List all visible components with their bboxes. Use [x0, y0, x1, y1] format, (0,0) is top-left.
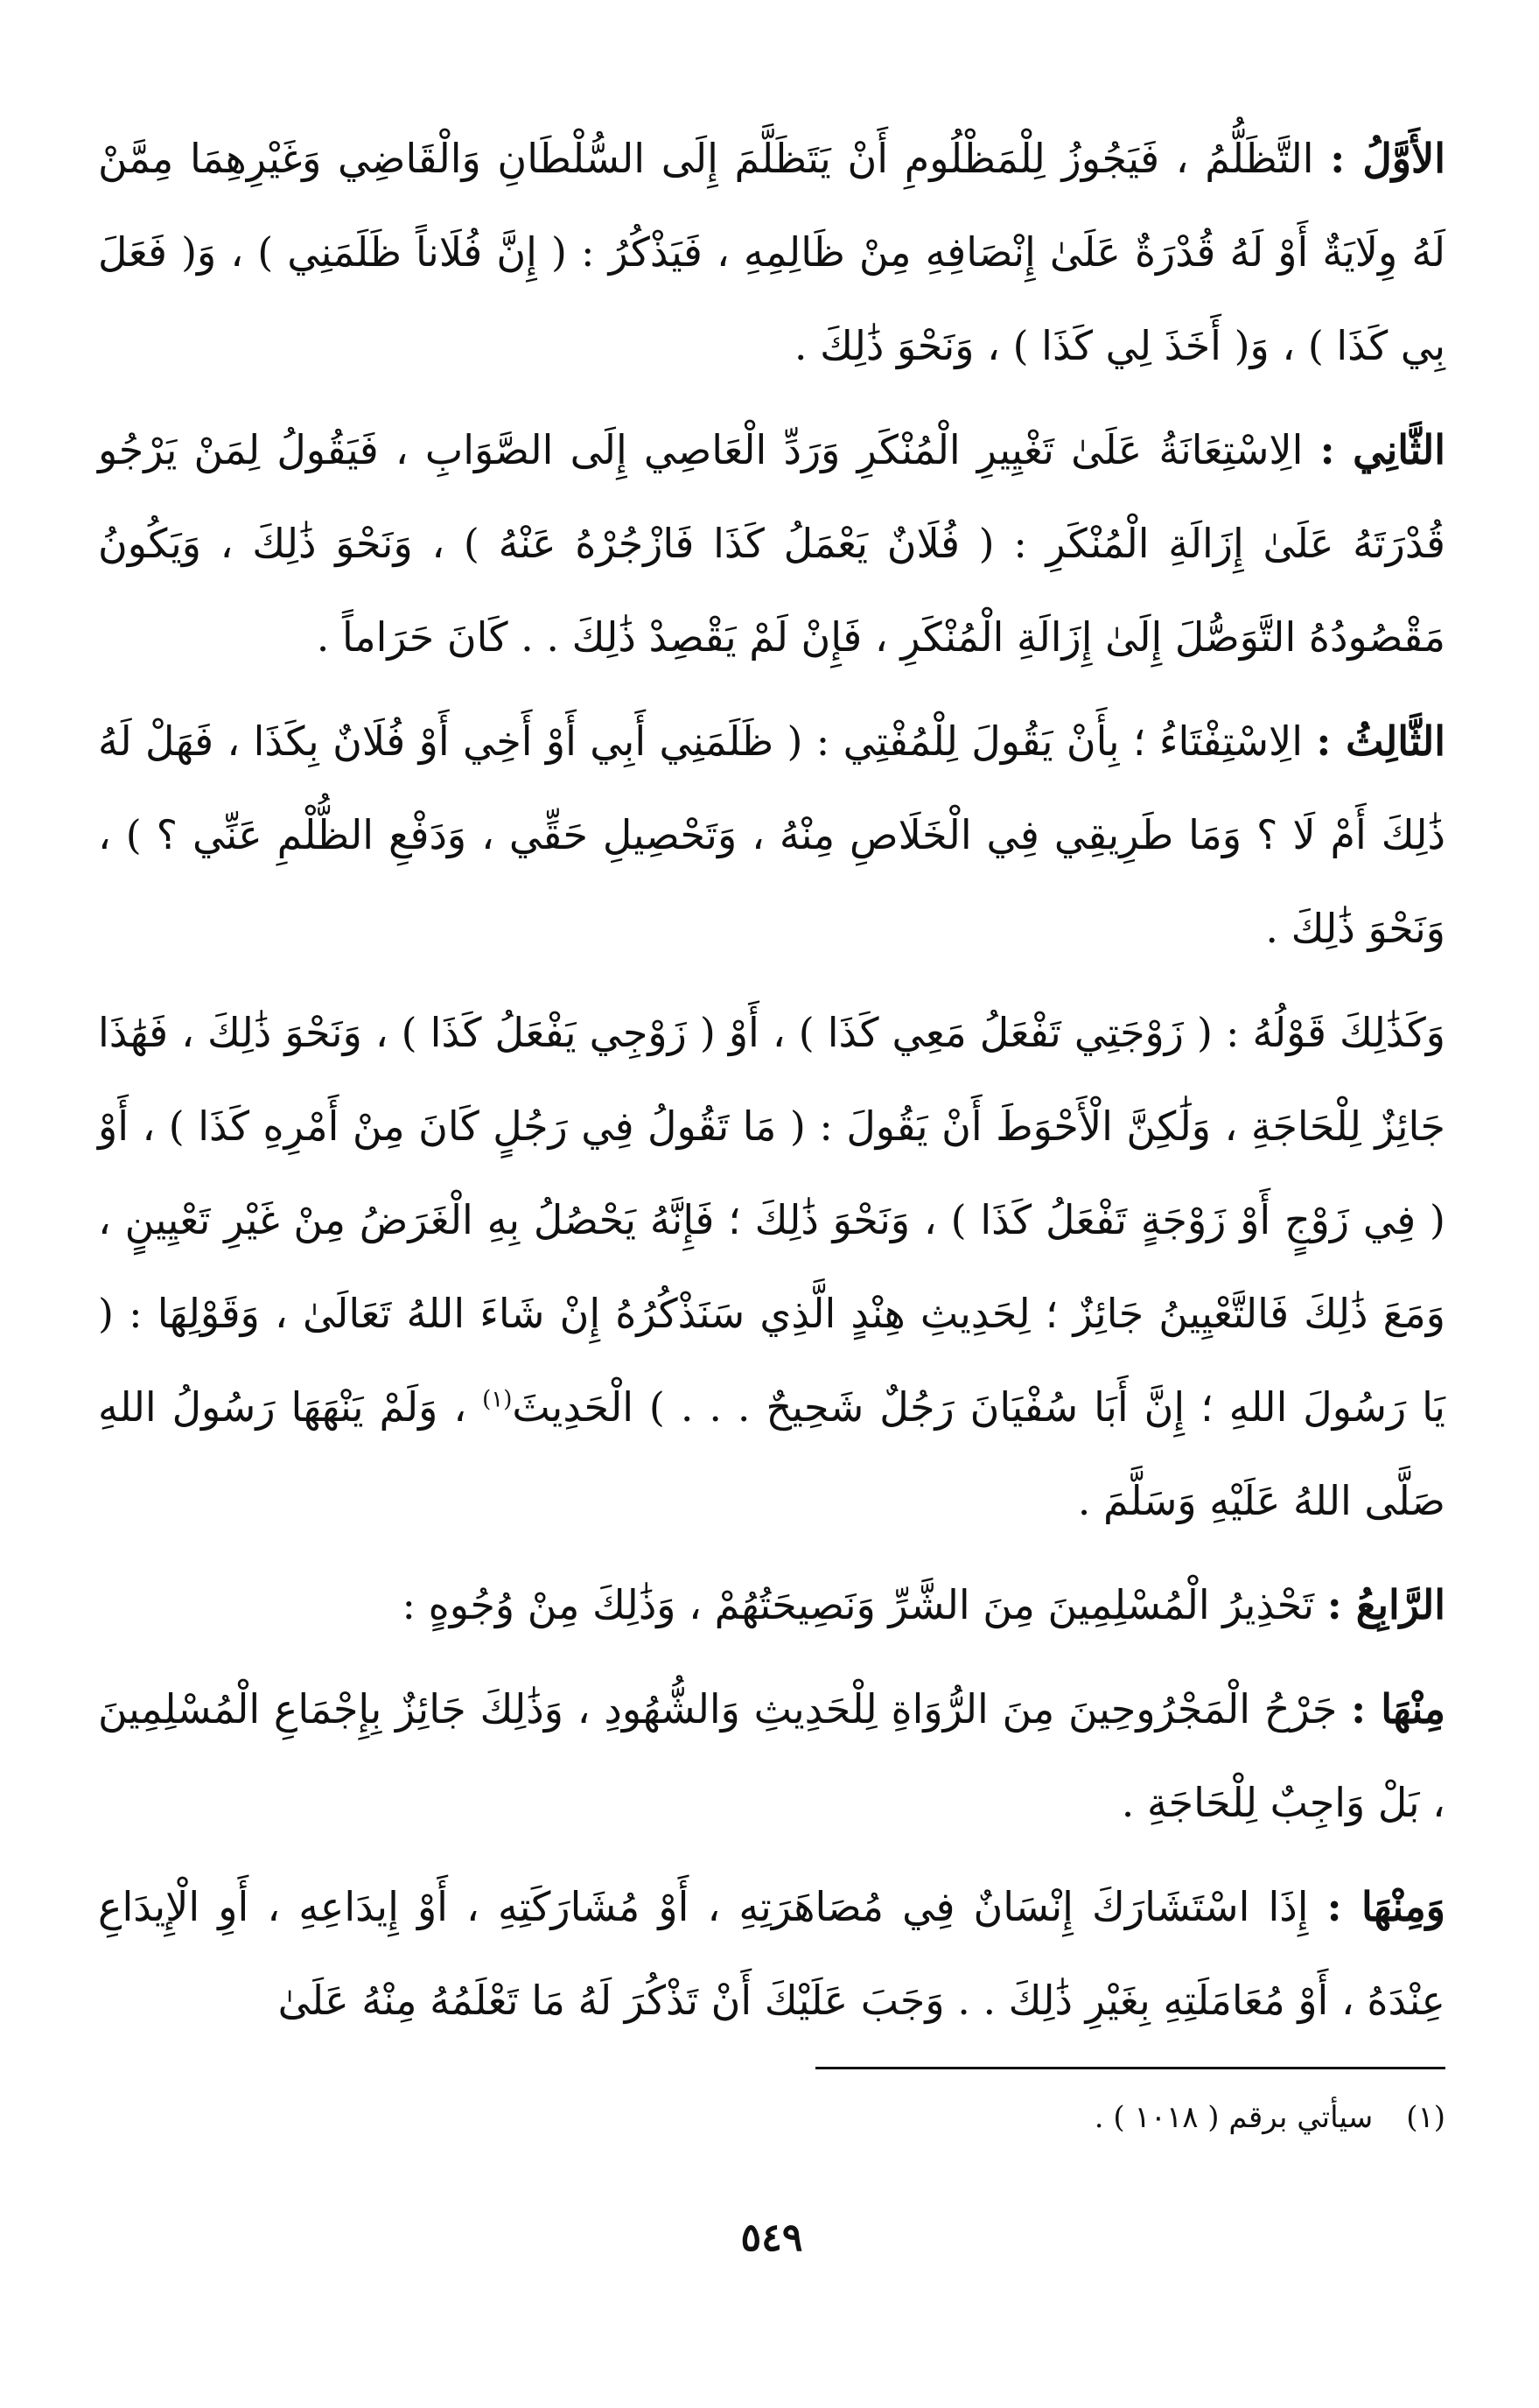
paragraph-seventh [98, 1860, 1445, 2048]
paragraph-text: جَرْحُ الْمَجْرُوحِينَ مِنَ الرُّوَاةِ لِلْحَدِيثِ وَالشُّهُودِ ، وَذَٰلِكَ جَائِزٌ بِإِجْمَاعِ الْمُسْلِمِينَ ، بَلْ وَاجِبٌ لِلْحَاجَةِ . [98, 1685, 1445, 1826]
paragraph-second [98, 403, 1445, 684]
paragraph-text: التَّظَلُّمُ ، فَيَجُوزُ لِلْمَظْلُومِ أَنْ يَتَظَلَّمَ إِلَى السُّلْطَانِ وَالْقَاضِي وَغَيْرِهِمَا مِمَّنْ لَهُ وِلَايَةٌ أَوْ لَهُ قُدْرَةٌ عَلَىٰ إِنْصَافِهِ مِنْ ظَالِمِهِ ، فَيَذْكُرُ : ( إِنَّ فُلَاناً ظَلَمَنِي ) ، وَ( فَعَلَ بِي كَذَا ) ، وَ( أَخَذَ لِي كَذَا ) ، وَنَحْوَ ذَٰلِكَ . [98, 135, 1445, 369]
footnote-reference[interactable]: (١) [482, 1386, 513, 1413]
paragraph-text-after: ، وَلَمْ يَنْهَهَا رَسُولُ اللهِ صَلَّى اللهُ عَلَيْهِ وَسَلَّمَ . [98, 1383, 1445, 1524]
paragraph-lead: وَمِنْهَا : [1326, 1883, 1445, 1930]
paragraph-text: الِاسْتِعَانَةُ عَلَىٰ تَغْيِيرِ الْمُنْكَرِ وَرَدِّ الْعَاصِي إِلَى الصَّوَابِ ، فَيَقُولُ لِمَنْ يَرْجُو قُدْرَتَهُ عَلَىٰ إِزَالَةِ الْمُنْكَرِ : ( فُلَانٌ يَعْمَلُ كَذَا فَازْجُرْهُ عَنْهُ ) ، وَنَحْوَ ذَٰلِكَ ، وَيَكُونُ مَقْصُودُهُ التَّوَصُّلَ إِلَىٰ إِزَالَةِ الْمُنْكَرِ ، فَإِنْ لَمْ يَقْصِدْ ذَٰلِكَ . . كَانَ حَرَاماً . [98, 426, 1445, 661]
page-number: ٥٤٩ [740, 2216, 803, 2260]
footnote [98, 2091, 1445, 2144]
paragraph-sixth [98, 1662, 1445, 1850]
paragraph-text: تَحْذِيرُ الْمُسْلِمِينَ مِنَ الشَّرِّ وَنَصِيحَتُهُمْ ، وَذَٰلِكَ مِنْ وُجُوهٍ : [402, 1581, 1327, 1628]
paragraph-text: الِاسْتِفْتَاءُ ؛ بِأَنْ يَقُولَ لِلْمُفْتِي : ( ظَلَمَنِي أَبِي أَوْ أَخِي أَوْ فُلَانٌ بِكَذَا ، فَهَلْ لَهُ ذَٰلِكَ أَمْ لَا ؟ وَمَا طَرِيقِي فِي الْخَلَاصِ مِنْهُ ، وَتَحْصِيلِ حَقِّي ، وَدَفْعِ الظُّلْمِ عَنِّي ؟ ) ، وَنَحْوَ ذَٰلِكَ . [98, 718, 1445, 952]
paragraph-third [98, 695, 1445, 976]
footnote-divider [815, 2067, 1445, 2069]
paragraph-text: وَكَذَٰلِكَ قَوْلُهُ : ( زَوْجَتِي تَفْعَلُ مَعِي كَذَا ) ، أَوْ ( زَوْجِي يَفْعَلُ كَذَا ) ، وَنَحْوَ ذَٰلِكَ ، فَهَٰذَا جَائِزٌ لِلْحَاجَةِ ، وَلَٰكِنَّ الْأَحْوَطَ أَنْ يَقُولَ : ( مَا تَقُولُ فِي رَجُلٍ كَانَ مِنْ أَمْرِهِ كَذَا ) ، أَوْ ( فِي زَوْجٍ أَوْ زَوْجَةٍ تَفْعَلُ كَذَا ) ، وَنَحْوَ ذَٰلِكَ ؛ فَإِنَّهُ يَحْصُلُ بِهِ الْغَرَضُ مِنْ غَيْرِ تَعْيِينٍ ، وَمَعَ ذَٰلِكَ فَالتَّعْيِينُ جَائِزٌ ؛ لِحَدِيثِ هِنْدٍ الَّذِي سَنَذْكُرُهُ إِنْ شَاءَ اللهُ تَعَالَىٰ ، وَقَوْلِهَا : ( يَا رَسُولَ اللهِ ؛ إِنَّ أَبَا سُفْيَانَ رَجُلٌ شَحِيحٌ . . . ) الْحَدِيثَ [98, 1009, 1445, 1431]
paragraph-lead: مِنْهَا : [1351, 1685, 1446, 1732]
footnote-text: سيأتي برقم ( ١٠١٨ ) . [1094, 2100, 1374, 2135]
paragraph-fourth [98, 986, 1445, 1548]
paragraph-lead: الأَوَّلُ : [1330, 135, 1445, 182]
paragraph-lead: الثَّانِي : [1319, 426, 1445, 473]
paragraph-first [98, 112, 1445, 393]
paragraph-lead: الرَّابِعُ : [1326, 1581, 1445, 1628]
paragraph-text: إِذَا اسْتَشَارَكَ إِنْسَانٌ فِي مُصَاهَرَتِهِ ، أَوْ مُشَارَكَتِهِ ، أَوْ إِيدَاعِهِ ، أَوِ الْإِيدَاعِ عِنْدَهُ ، أَوْ مُعَامَلَتِهِ بِغَيْرِ ذَٰلِكَ . . وَجَبَ عَلَيْكَ أَنْ تَذْكُرَ لَهُ مَا تَعْلَمُهُ مِنْهُ عَلَىٰ [98, 1883, 1445, 2024]
paragraph-lead: الثَّالِثُ : [1316, 718, 1446, 765]
paragraph-fifth [98, 1558, 1445, 1652]
page-body [98, 112, 1445, 2352]
footnote-number: (١) [1406, 2100, 1445, 2135]
